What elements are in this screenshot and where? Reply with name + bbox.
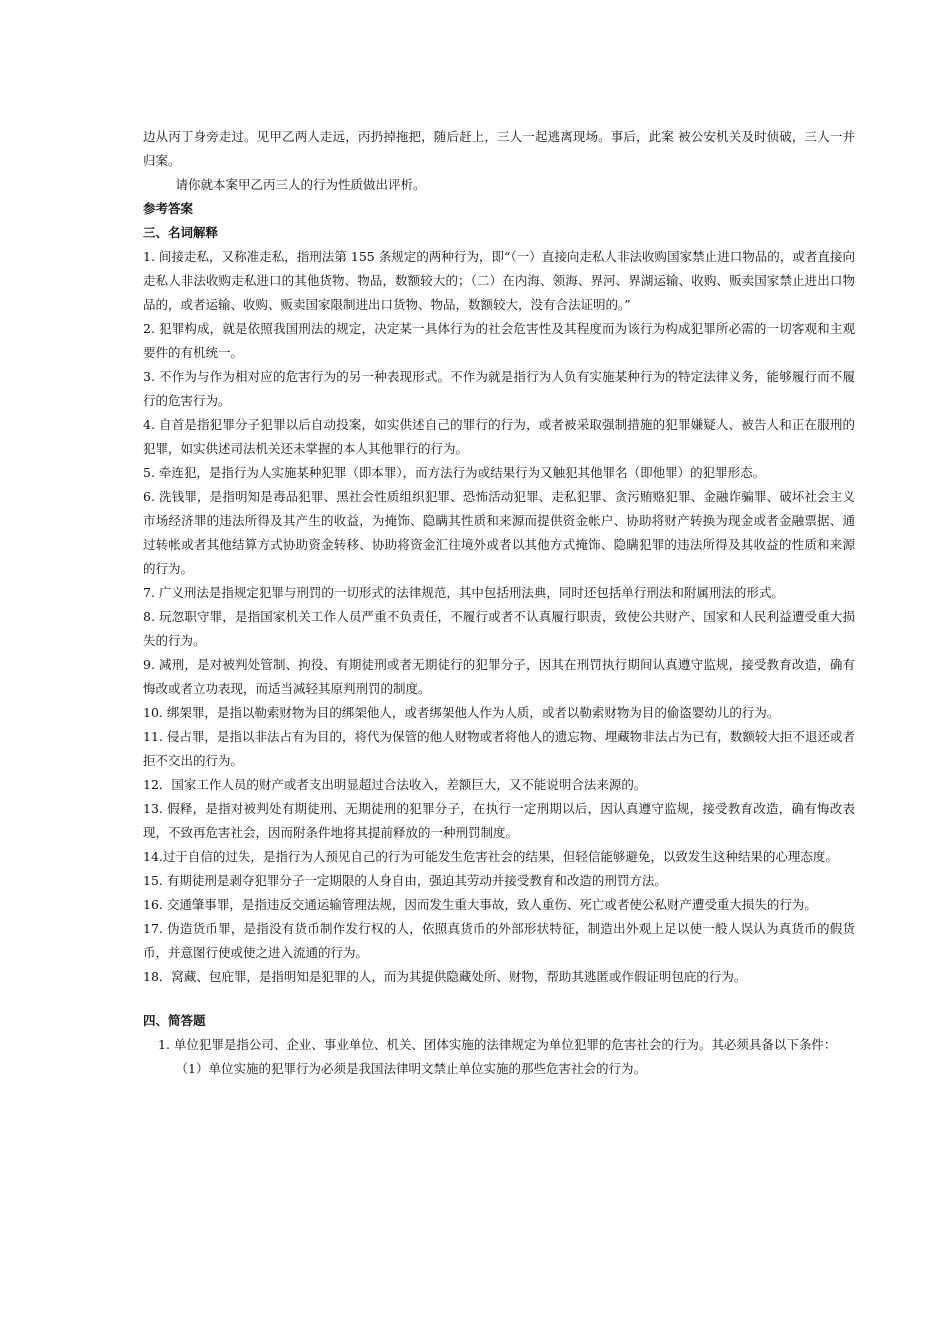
term-definition: 8. 玩忽职守罪，是指国家机关工作人员严重不负责任，不履行或者不认真履行职责，致使公共财产、国家和人民利益遭受重大损失的行为。 [143,609,855,648]
term-definition: 14.过于自信的过失，是指行为人预见自己的行为可能发生危害社会的结果，但轻信能够避免，以致发生这种结果的心理态度。 [143,849,838,864]
term-definition: 4. 自首是指犯罪分子犯罪以后自动投案，如实供述自己的罪行的行为，或者被采取强制措施的犯罪嫌疑人、被告人和正在服刑的犯罪，如实供述司法机关还未掌握的本人其他罪行的行为。 [143,417,855,456]
term-definition: 5. 牵连犯，是指行为人实施某种犯罪（即本罪），而方法行为或结果行为又触犯其他罪名（即他罪）的犯罪形态。 [143,465,766,480]
term-definition: 9. 减刑，是对被判处管制、拘役、有期徒刑或者无期徒行的犯罪分子，因其在刑罚执行期间认真遵守监规，接受教育改造，确有悔改或者立功表现，而适当减轻其原判刑罚的制度。 [143,657,855,696]
document-page [143,125,855,1081]
answer-heading: 参考答案 [143,201,194,216]
term-definition: 3. 不作为与作为相对应的危害行为的另一种表现形式。不作为就是指行为人负有实施某种行为的特定法律义务，能够履行而不履行的危害行为。 [143,369,855,408]
term-definitions-list [143,245,855,989]
section-4-heading: 四、简答题 [143,1013,206,1028]
section-3-heading: 三、名词解释 [143,225,219,240]
term-definition: 12．国家工作人员的财产或者支出明显超过合法收入，差额巨大，又不能说明合法来源的。 [143,777,647,792]
short-answer-1: 1. 单位犯罪是指公司、企业、事业单位、机关、团体实施的法律规定为单位犯罪的危害社会的行为。其必须具备以下条件： [158,1037,837,1052]
term-definition: 2. 犯罪构成，就是依照我国刑法的规定，决定某一具体行为的社会危害性及其程度而为该行为构成犯罪所必需的一切客观和主观要件的有机统一。 [143,321,855,360]
term-definition: 13. 假释，是指对被判处有期徒刑、无期徒刑的犯罪分子，在执行一定刑期以后，因认真遵守监规，接受教育改造，确有悔改表现，不致再危害社会，因而附条件地将其提前释放的一种刑罚制度。 [143,801,855,840]
term-definition: 15. 有期徒刑是剥夺犯罪分子一定期限的人身自由，强迫其劳动并接受教育和改造的刑罚方法。 [143,873,667,888]
short-answer-1-point-1: （1）单位实施的犯罪行为必须是我国法律明文禁止单位实施的那些危害社会的行为。 [175,1061,646,1076]
spacer [143,989,855,1009]
case-text: 边从丙丁身旁走过。见甲乙两人走远，丙扔掉拖把，随后赶上，三人一起逃离现场。事后，此案 被公安机关及时侦破，三人一并归案。 [143,129,855,168]
term-definition: 7. 广义刑法是指规定犯罪与刑罚的一切形式的法律规范，其中包括刑法典，同时还包括单行刑法和附属刑法的形式。 [143,585,784,600]
term-definition: 16. 交通肇事罪，是指违反交通运输管理法规，因而发生重大事故，致人重伤、死亡或者使公私财产遭受重大损失的行为。 [143,897,817,912]
term-definition: 6. 洗钱罪，是指明知是毒品犯罪、黑社会性质组织犯罪、恐怖活动犯罪、走私犯罪、贪污贿赂犯罪、金融诈骗罪、破坏社会主义市场经济罪的违法所得及其产生的收益，为掩饰、隐瞒其性质和来源而提供资金帐户、协助将财产转换为现金或者金融票据、通过转帐或者其他结算方式协助资金转移、协助将资金汇往境外或者以其他方式掩饰、隐瞒犯罪的违法所得及其收益的性质和来源的行为。 [143,489,855,576]
term-definition: 18．窝藏、包庇罪，是指明知是犯罪的人，而为其提供隐藏处所、财物，帮助其逃匿或作假证明包庇的行为。 [143,969,747,984]
term-definition: 1. 间接走私，又称准走私，指刑法第 155 条规定的两种行为，即“（一）直接向走私人非法收购国家禁止进口物品的，或者直接向走私人非法收购走私进口的其他货物、物品，数额较大的；（二）在内海、领海、界河、界湖运输、收购、贩卖国家禁止进出口物品的，或者运输、收购、贩卖国家限制进出口货物、物品，数额较大，没有合法证明的。” [143,249,855,312]
case-question: 请你就本案甲乙丙三人的行为性质做出评析。 [175,177,426,192]
term-definition: 17. 伪造货币罪，是指没有货币制作发行权的人，依照真货币的外部形状特征，制造出外观上足以使一般人误认为真货币的假货币，并意图行使或使之进入流通的行为。 [143,921,855,960]
term-definition: 11. 侵占罪，是指以非法占有为目的，将代为保管的他人财物或者将他人的遗忘物、埋藏物非法占为已有，数额较大拒不退还或者拒不交出的行为。 [143,729,855,768]
term-definition: 10. 绑架罪，是指以勒索财物为目的绑架他人，或者绑架他人作为人质，或者以勒索财物为目的偷盗婴幼儿的行为。 [143,705,780,720]
